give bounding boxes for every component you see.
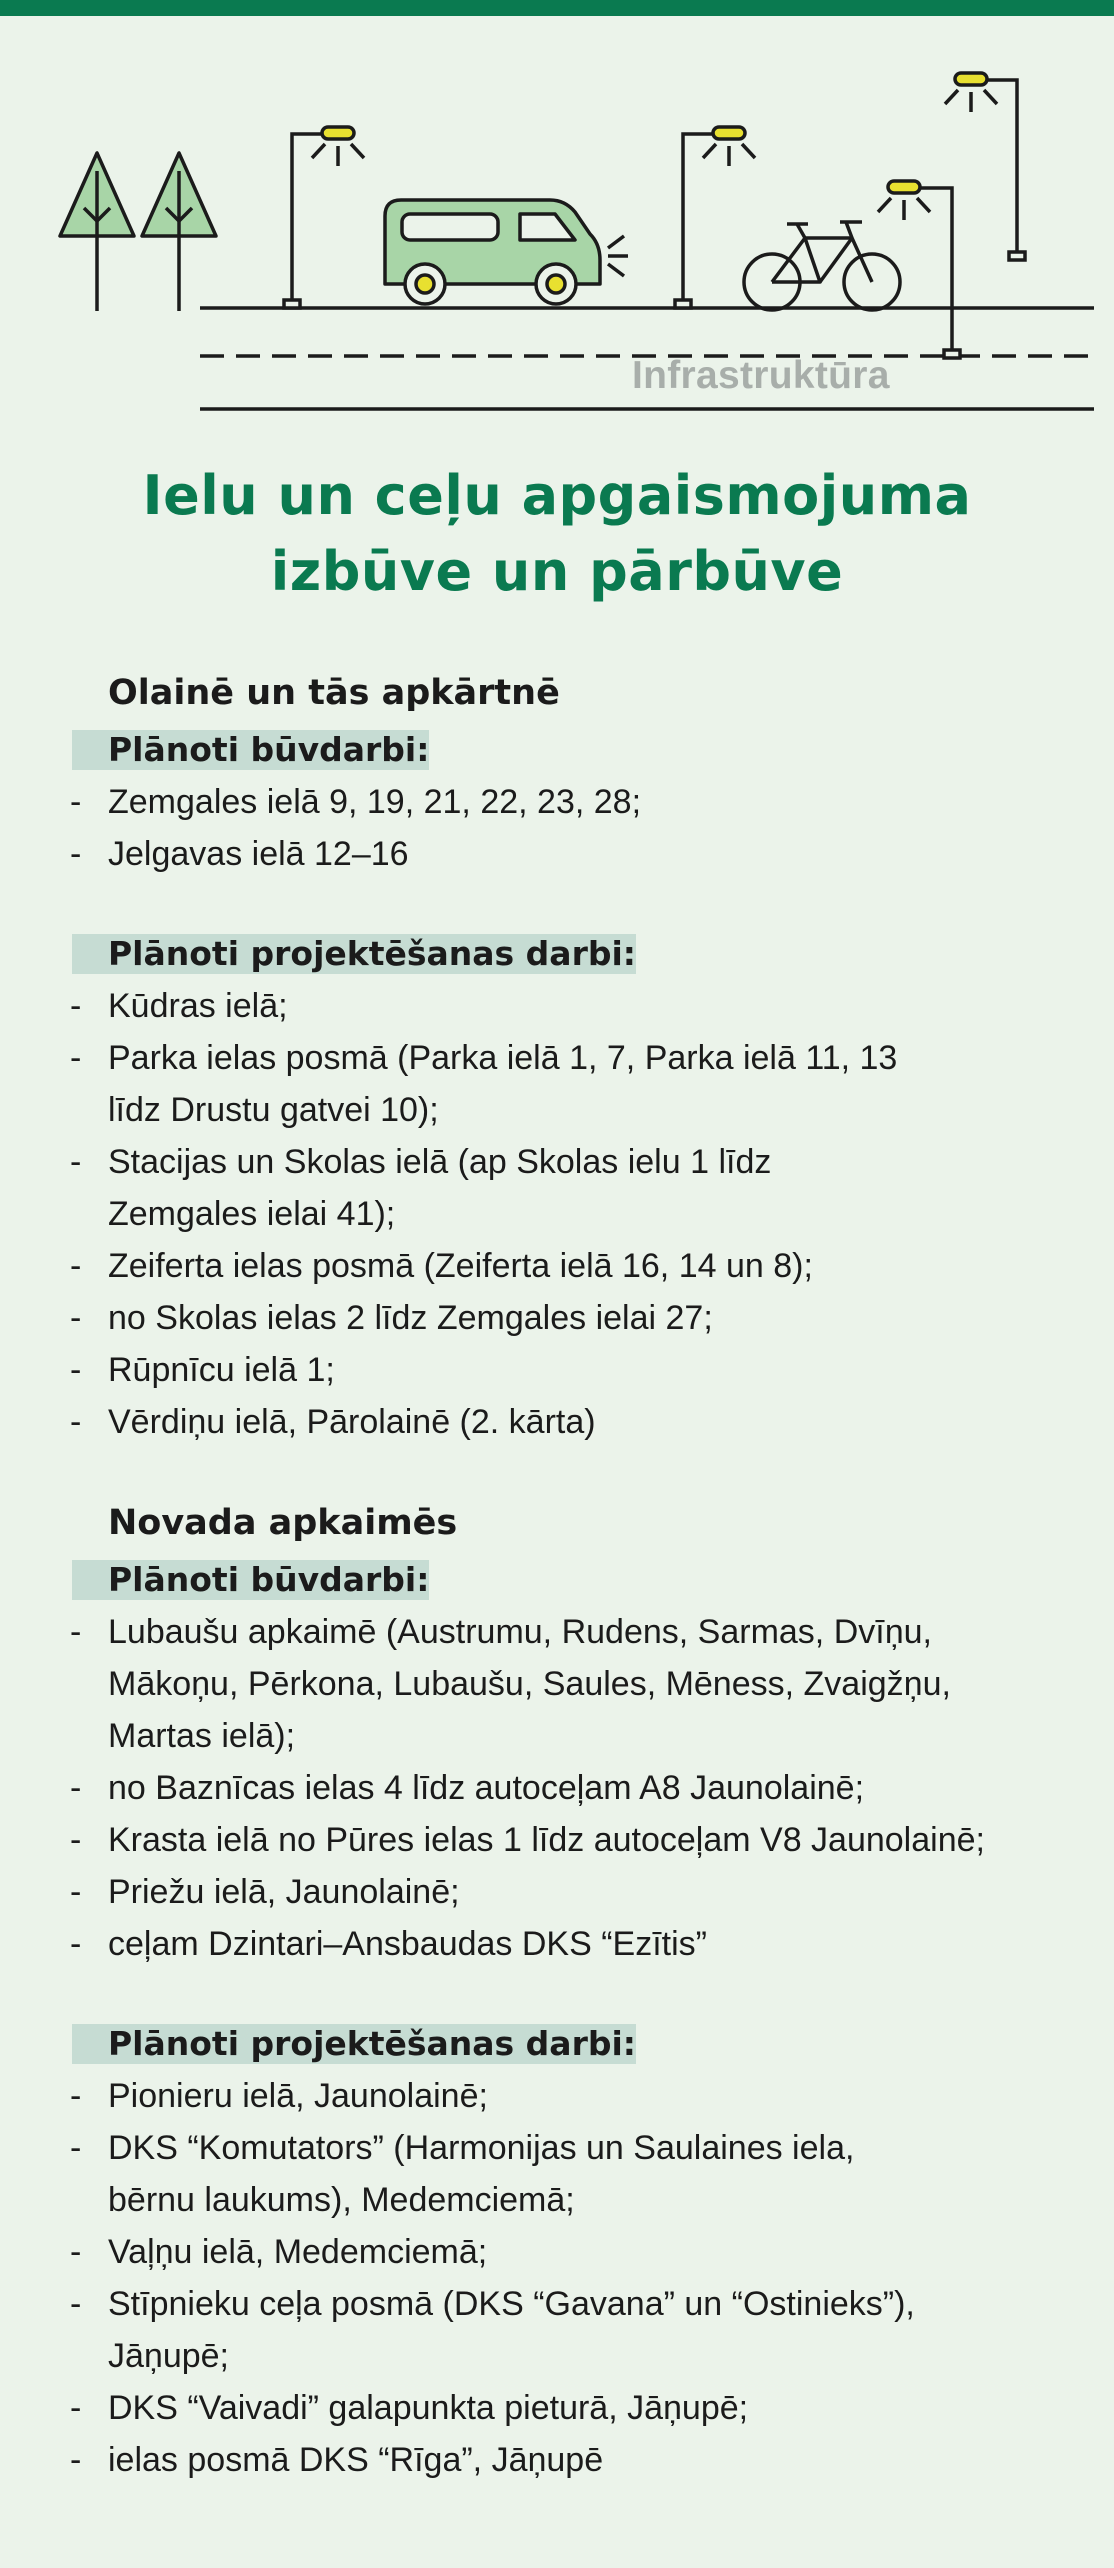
category-label: Infrastruktūra <box>632 354 890 397</box>
tree-icon <box>142 153 216 311</box>
list-item: - Rūpnīcu ielā 1; <box>0 1344 1114 1396</box>
list-item: - ceļam Dzintari–Ansbaudas DKS “Ezītis” <box>0 1918 1114 1970</box>
content <box>0 664 1114 2486</box>
group-heading: Plānoti projektēšanas darbi: <box>72 934 636 974</box>
page-title <box>0 458 1114 610</box>
street-lamp-icon <box>878 181 960 358</box>
tree-icon <box>60 153 134 311</box>
list-item: - ielas posmā DKS “Rīga”, Jāņupē <box>0 2434 1114 2486</box>
group-heading: Plānoti būvdarbi: <box>72 1560 429 1600</box>
spacer <box>0 1448 1114 1494</box>
top-accent-bar <box>0 0 1114 16</box>
item-list <box>0 980 1114 1448</box>
spacer <box>0 1970 1114 2016</box>
list-item: - Parka ielas posmā (Parka ielā 1, 7, Parka ielā 11, 13 līdz Drustu gatvei 10); <box>0 1032 1114 1136</box>
group-heading: Plānoti projektēšanas darbi: <box>72 2024 636 2064</box>
list-item: - Pionieru ielā, Jaunolainē; <box>0 2070 1114 2122</box>
item-list <box>0 1606 1114 1970</box>
spacer <box>0 880 1114 926</box>
list-item: - Krasta ielā no Pūres ielas 1 līdz autoceļam V8 Jaunolainē; <box>0 1814 1114 1866</box>
section-heading: Novada apkaimēs <box>108 1503 458 1543</box>
group-heading-wrap <box>0 926 1114 980</box>
group-heading: Plānoti būvdarbi: <box>72 730 429 770</box>
street-illustration <box>0 16 1114 416</box>
title-line-2: izbūve un pārbūve <box>270 540 844 603</box>
list-item: - Zeiferta ielas posmā (Zeiferta ielā 16, 14 un 8); <box>0 1240 1114 1292</box>
item-list <box>0 776 1114 880</box>
group-heading-wrap <box>0 722 1114 776</box>
list-item: - Jelgavas ielā 12–16 <box>0 828 1114 880</box>
van-icon <box>385 200 628 304</box>
item-list <box>0 2070 1114 2486</box>
list-item: - Stacijas un Skolas ielā (ap Skolas ielu 1 līdz Zemgales ielai 41); <box>0 1136 1114 1240</box>
list-item: - Zemgales ielā 9, 19, 21, 22, 23, 28; <box>0 776 1114 828</box>
list-item: - DKS “Komutators” (Harmonijas un Saulaines iela, bērnu laukums), Medemciemā; <box>0 2122 1114 2226</box>
street-lamp-icon <box>284 127 364 308</box>
list-item: - Lubaušu apkaimē (Austrumu, Rudens, Sarmas, Dvīņu, Mākoņu, Pērkona, Lubaušu, Saules, Mēness, Zvaigžņu, Martas ielā); <box>0 1606 1114 1762</box>
list-item: - Kūdras ielā; <box>0 980 1114 1032</box>
list-item: - DKS “Vaivadi” galapunkta pieturā, Jāņupē; <box>0 2382 1114 2434</box>
bicycle-icon <box>744 222 900 310</box>
list-item: - no Baznīcas ielas 4 līdz autoceļam A8 Jaunolainē; <box>0 1762 1114 1814</box>
list-item: - Priežu ielā, Jaunolainē; <box>0 1866 1114 1918</box>
section-heading: Olainē un tās apkārtnē <box>108 673 560 713</box>
group-heading-wrap <box>0 1552 1114 1606</box>
street-lamp-icon <box>945 73 1025 260</box>
group-heading-wrap <box>0 2016 1114 2070</box>
list-item: - Vaļņu ielā, Medemciemā; <box>0 2226 1114 2278</box>
list-item: - Stīpnieku ceļa posmā (DKS “Gavana” un “Ostinieks”), Jāņupē; <box>0 2278 1114 2382</box>
title-line-1: Ielu un ceļu apgaismojuma <box>142 464 972 527</box>
list-item: - Vērdiņu ielā, Pārolainē (2. kārta) <box>0 1396 1114 1448</box>
list-item: - no Skolas ielas 2 līdz Zemgales ielai 27; <box>0 1292 1114 1344</box>
